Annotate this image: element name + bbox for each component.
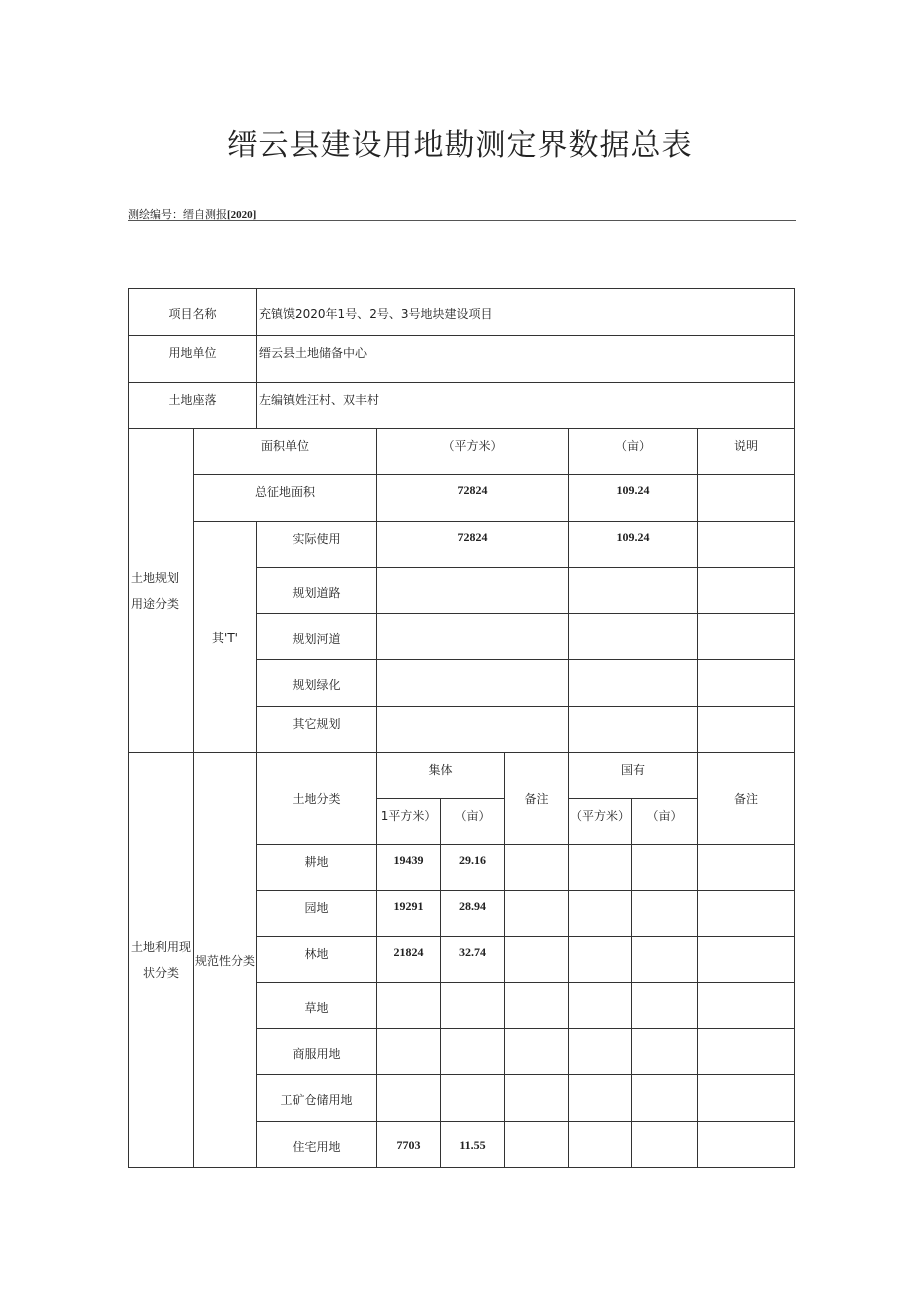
document-title: 缙云县建设用地勘测定界数据总表 <box>227 128 693 163</box>
total-sqm: 72824 <box>377 475 569 522</box>
planning-section-label-line2: 用途分类 <box>131 596 180 611</box>
planning-row-sqm <box>377 660 569 707</box>
collective-mu: 11.55 <box>441 1122 505 1168</box>
landuse-row-label: 林地 <box>257 937 377 983</box>
landuse-sub-label: 规范性分类 <box>194 753 257 1168</box>
collective-sqm <box>377 1075 441 1122</box>
remark1-header: 备注 <box>505 753 569 845</box>
collective-sqm: 7703 <box>377 1122 441 1168</box>
landuse-row-label: 商服用地 <box>257 1029 377 1075</box>
location-label: 土地座落 <box>129 383 257 429</box>
collective-sqm: 21824 <box>377 937 441 983</box>
note-header: 说明 <box>698 429 795 475</box>
state-mu <box>632 1122 698 1168</box>
project-name-label: 项目名称 <box>129 289 257 336</box>
collective-sqm-header: 1平方米） <box>377 799 441 845</box>
area-unit-header: 面积单位 <box>194 429 377 475</box>
planning-row-label: 其它规划 <box>257 707 377 753</box>
collective-mu: 29.16 <box>441 845 505 891</box>
collective-sqm <box>377 983 441 1029</box>
landuse-row-label: 住宅用地 <box>257 1122 377 1168</box>
planning-section-label <box>129 429 194 753</box>
landuse-row-label: 园地 <box>257 891 377 937</box>
total-label: 总征地面积 <box>194 475 377 522</box>
state-sqm <box>569 891 632 937</box>
planning-row-mu <box>569 707 698 753</box>
landuse-section-label <box>129 753 194 1168</box>
planning-row-note <box>698 707 795 753</box>
land-category-header: 土地分类 <box>257 753 377 845</box>
mu-header: （亩） <box>569 429 698 475</box>
user-unit-label: 用地单位 <box>129 336 257 383</box>
planning-row <box>129 522 795 568</box>
planning-row-label: 实际使用 <box>257 522 377 568</box>
landuse-row-label: 耕地 <box>257 845 377 891</box>
planning-header-row <box>129 429 795 475</box>
planning-row-mu <box>569 568 698 614</box>
collective-header: 集体 <box>377 753 505 799</box>
remark2 <box>698 983 795 1029</box>
collective-sqm <box>377 1029 441 1075</box>
remark2 <box>698 1122 795 1168</box>
remark1 <box>505 1029 569 1075</box>
planning-row-mu <box>569 614 698 660</box>
collective-mu <box>441 1029 505 1075</box>
survey-number-value: [2020] <box>227 209 257 221</box>
remark2-header: 备注 <box>698 753 795 845</box>
planning-row-sqm: 72824 <box>377 522 569 568</box>
state-mu <box>632 983 698 1029</box>
project-name-value: 充镇馍2020年1号、2号、3号地块建设项目 <box>257 289 795 336</box>
sqm-header: （平方米） <box>377 429 569 475</box>
state-sqm <box>569 983 632 1029</box>
header-divider <box>128 220 796 221</box>
total-note <box>698 475 795 522</box>
project-name-row <box>129 289 795 336</box>
planning-row-label: 规划河道 <box>257 614 377 660</box>
remark2 <box>698 937 795 983</box>
remark2 <box>698 891 795 937</box>
planning-row-note <box>698 568 795 614</box>
planning-section-label-line1: 土地规划 <box>131 570 180 585</box>
state-sqm-header: （平方米） <box>569 799 632 845</box>
state-mu <box>632 1075 698 1122</box>
planning-row-mu: 109.24 <box>569 522 698 568</box>
state-sqm <box>569 937 632 983</box>
state-mu <box>632 1029 698 1075</box>
total-mu: 109.24 <box>569 475 698 522</box>
collective-sqm: 19291 <box>377 891 441 937</box>
remark1 <box>505 891 569 937</box>
planning-row-note <box>698 614 795 660</box>
collective-mu-header: （亩） <box>441 799 505 845</box>
planning-row-sqm <box>377 568 569 614</box>
state-sqm <box>569 1122 632 1168</box>
landuse-section-label-line1: 土地利用现 <box>130 940 191 954</box>
remark1 <box>505 845 569 891</box>
planning-row-label: 规划道路 <box>257 568 377 614</box>
collective-mu: 32.74 <box>441 937 505 983</box>
location-value: 左编镇姓汪村、双丰村 <box>257 383 795 429</box>
total-row <box>129 475 795 522</box>
planning-row-sqm <box>377 707 569 753</box>
state-sqm <box>569 1075 632 1122</box>
remark1 <box>505 1122 569 1168</box>
planning-sub-label: 其'T' <box>194 522 257 753</box>
landuse-section-label-line2: 状分类 <box>142 966 179 980</box>
survey-number-label: 测绘编号：缙自测报 <box>128 208 227 221</box>
state-sqm <box>569 845 632 891</box>
collective-mu: 28.94 <box>441 891 505 937</box>
landuse-header-row <box>129 753 795 799</box>
state-mu <box>632 891 698 937</box>
remark1 <box>505 1075 569 1122</box>
remark2 <box>698 1075 795 1122</box>
survey-data-table <box>128 288 795 1168</box>
landuse-row-label: 工矿仓储用地 <box>257 1075 377 1122</box>
remark2 <box>698 845 795 891</box>
planning-row-label: 规划绿化 <box>257 660 377 707</box>
user-unit-row <box>129 336 795 383</box>
collective-mu <box>441 983 505 1029</box>
user-unit-value: 缙云县土地储备中心 <box>257 336 795 383</box>
state-sqm <box>569 1029 632 1075</box>
planning-row-mu <box>569 660 698 707</box>
remark1 <box>505 983 569 1029</box>
landuse-row-label: 草地 <box>257 983 377 1029</box>
location-row <box>129 383 795 429</box>
planning-row-note <box>698 522 795 568</box>
state-header: 国有 <box>569 753 698 799</box>
state-mu <box>632 845 698 891</box>
state-mu-header: （亩） <box>632 799 698 845</box>
planning-row-note <box>698 660 795 707</box>
collective-sqm: 19439 <box>377 845 441 891</box>
planning-row-sqm <box>377 614 569 660</box>
remark2 <box>698 1029 795 1075</box>
collective-mu <box>441 1075 505 1122</box>
remark1 <box>505 937 569 983</box>
state-mu <box>632 937 698 983</box>
